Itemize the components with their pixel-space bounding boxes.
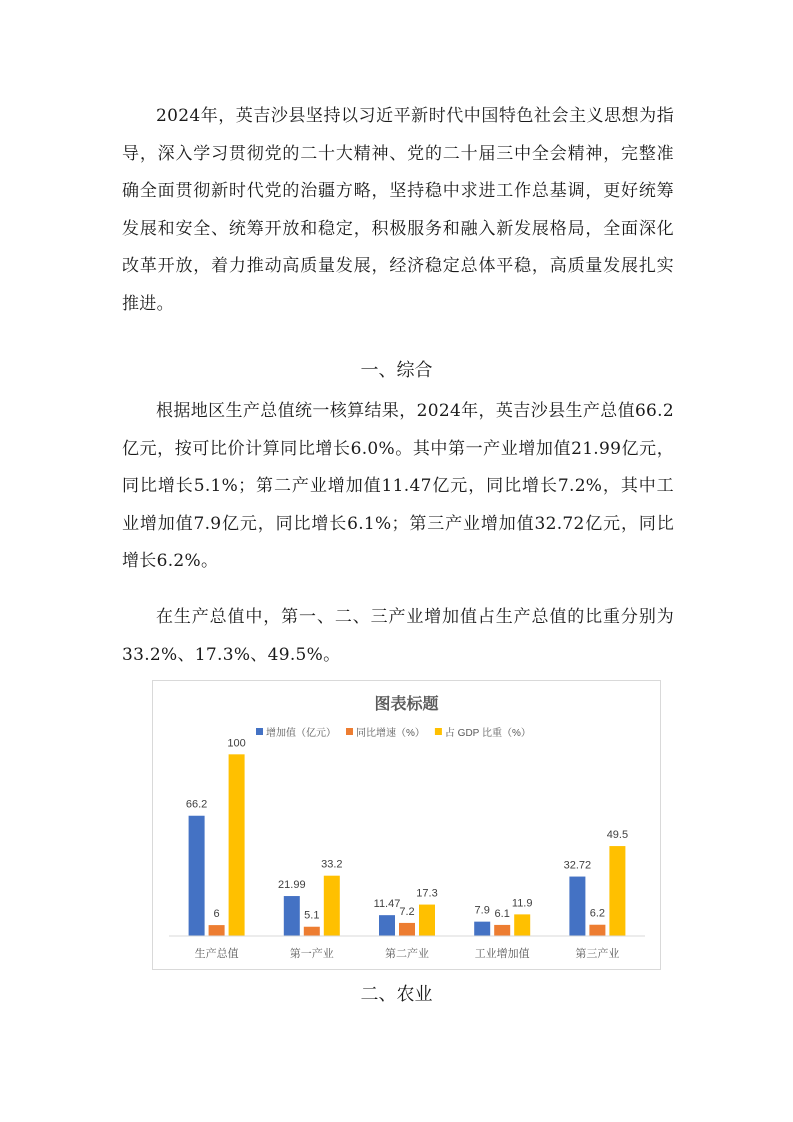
bar-2-3: [514, 914, 530, 936]
gdp-paragraph: 根据地区生产总值统一核算结果，2024年，英吉沙县生产总值66.2亿元，按可比价计算同比增长6.0%。其中第一产业增加值21.99亿元，同比增长5.1%；第二产业增加值11.47亿元，同比增长7.2%，其中工业增加值7.9亿元，同比增长6.1%；第三产业增加值32.72亿元，同比增长6.2%。: [122, 401, 674, 571]
intro-paragraph: 2024年，英吉沙县坚持以习近平新时代中国特色社会主义思想为指导，深入学习贯彻党的二十大精神、党的二十届三中全会精神，完整准确全面贯彻新时代党的治疆方略，坚持稳中求进工作总基调，更好统筹发展和安全、统筹开放和稳定，积极服务和融入新发展格局，全面深化改革开放，着力推动高质量发展，经济稳定总体平稳，高质量发展扎实推进。: [122, 106, 674, 314]
data-label-1-1: 5.1: [304, 909, 320, 922]
bar-0-2: [379, 915, 395, 936]
data-label-2-1: 33.2: [321, 858, 343, 871]
bar-0-1: [284, 896, 300, 936]
data-label-1-2: 7.2: [399, 905, 415, 918]
bar-1-1: [304, 927, 320, 936]
bar-1-0: [209, 925, 225, 936]
data-label-1-0: 6: [213, 908, 220, 921]
data-label-1-3: 6.1: [494, 907, 510, 920]
chart-canvas: [153, 681, 660, 969]
data-label-0-1: 21.99: [278, 879, 306, 892]
bar-0-0: [189, 816, 205, 936]
legend-swatch-1: [346, 728, 353, 735]
bar-0-4: [569, 877, 585, 936]
x-tick-label-2: 第二产业: [385, 948, 429, 960]
x-tick-label-3: 工业增加值: [474, 948, 530, 960]
data-label-1-4: 6.2: [589, 907, 606, 920]
bar-2-0: [229, 754, 245, 936]
bar-2-1: [324, 876, 340, 936]
data-label-2-2: 17.3: [416, 887, 438, 900]
share-paragraph: 在生产总值中，第一、二、三产业增加值占生产总值的比重分别为33.2%、17.3%、49.5%。: [122, 607, 674, 665]
legend-swatch-0: [256, 728, 263, 735]
bar-2-2: [419, 905, 435, 936]
data-label-2-0: 100: [227, 737, 246, 750]
section-heading-agriculture: 二、农业: [360, 984, 433, 1005]
section-heading-overview: 一、综合: [360, 360, 433, 381]
x-axis-ticks: [195, 946, 620, 960]
bar-2-4: [609, 846, 625, 936]
data-label-2-3: 11.9: [511, 897, 533, 910]
x-tick-label-4: 第三产业: [575, 948, 620, 960]
data-label-2-4: 49.5: [606, 829, 629, 842]
legend-label-2: 占 GDP 比重（%）: [444, 728, 531, 739]
data-label-0-2: 11.47: [373, 898, 401, 911]
chart-legend: [256, 726, 531, 739]
legend-label-0: 增加值（亿元）: [266, 728, 336, 739]
bar-1-3: [494, 925, 510, 936]
legend-swatch-2: [435, 728, 442, 735]
legend-label-1: 同比增速（%）: [356, 728, 425, 739]
x-tick-label-1: 第一产业: [289, 948, 334, 960]
x-tick-label-0: 生产总值: [194, 948, 239, 960]
chart-bars: [186, 737, 628, 936]
bar-0-3: [474, 922, 490, 936]
data-label-0-0: 66.2: [185, 798, 208, 811]
bar-1-4: [589, 925, 605, 936]
data-label-0-3: 7.9: [474, 904, 490, 917]
bar-1-2: [399, 923, 415, 936]
data-label-0-4: 32.72: [563, 859, 592, 872]
bar-chart: [152, 680, 661, 970]
chart-title: 图表标题: [374, 696, 439, 713]
